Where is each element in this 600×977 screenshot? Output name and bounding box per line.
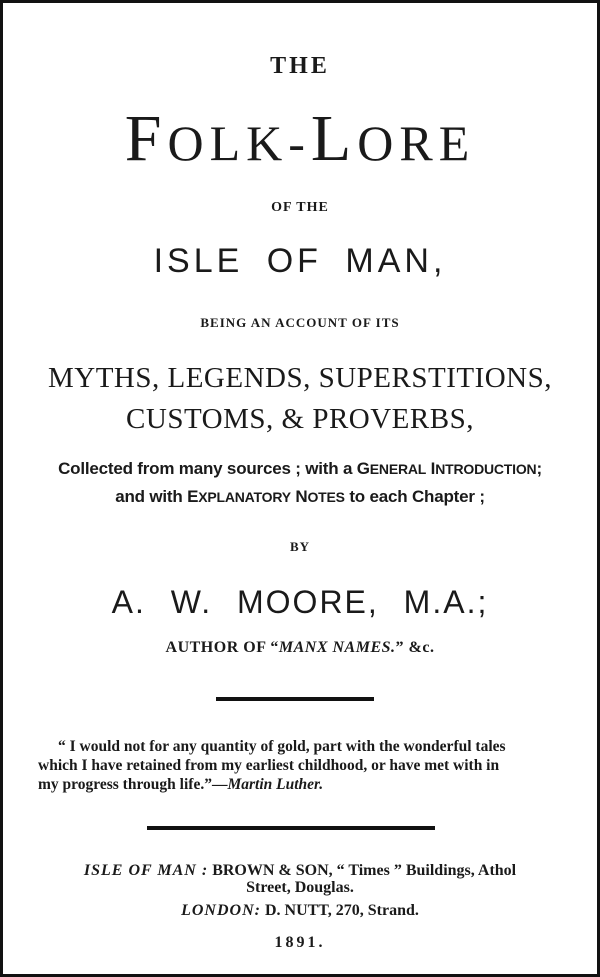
author-of	[0, 640, 600, 656]
collected-line-1	[0, 460, 600, 477]
title-isle-of-man: ISLE OF MAN,	[153, 242, 447, 280]
general-initial: G	[356, 459, 370, 478]
epigraph-line-3	[38, 777, 562, 793]
notes-initial: N	[295, 487, 308, 506]
title-the: THE	[270, 53, 330, 79]
byline-by: BY	[289, 539, 311, 554]
subtitle-being: BEING AN ACCOUNT OF ITS	[200, 315, 400, 330]
author-of-work: MANX NAMES.	[278, 639, 396, 656]
explanatory-rest: XPLANATORY	[198, 489, 291, 505]
imprint-street: Street, Douglas.	[246, 879, 354, 896]
imprint-line-2	[0, 903, 600, 919]
title-of-the: OF THE	[271, 200, 329, 215]
explanatory-initial: E	[187, 487, 199, 506]
collected-text-2: and with	[115, 487, 188, 506]
collected-end-1: ;	[536, 459, 542, 478]
author-of-suffix: ” &c.	[395, 639, 435, 656]
collected-end-2: to each Chapter ;	[344, 487, 485, 506]
epigraph-attribution: Martin Luther.	[227, 776, 324, 793]
collected-text-1: Collected from many sources ; with a	[58, 459, 357, 478]
imprint-place-1: ISLE OF MAN :	[83, 862, 209, 879]
epigraph-text-3: my progress through life.”—	[38, 776, 228, 793]
divider-rule-2	[147, 826, 435, 830]
title-lore-rest: ORE	[357, 115, 476, 171]
imprint-publisher-1: BROWN & SON, “ Times ” Buildings, Athol	[208, 862, 517, 879]
general-rest: ENERAL	[369, 461, 427, 477]
imprint-line-1	[0, 863, 600, 879]
notes-rest: OTES	[307, 489, 345, 505]
divider-rule-1	[216, 697, 374, 701]
epigraph-line-2: which I have retained from my earliest childhood, or have met with in	[38, 757, 500, 774]
intro-rest: NTRODUCTION	[435, 461, 537, 477]
author-of-prefix: AUTHOR OF “	[165, 639, 279, 656]
subtitle-line-2: CUSTOMS, & PROVERBS,	[126, 403, 474, 435]
title-folk-lore	[0, 102, 600, 175]
title-folk-rest: OLK	[167, 115, 289, 171]
imprint-publisher-2: D. NUTT, 270, Strand.	[260, 902, 419, 919]
publication-year: 1891.	[274, 934, 326, 951]
title-folk-initial: F	[124, 102, 168, 175]
epigraph-line-1: “ I would not for any quantity of gold, part with the wonderful tales	[58, 738, 506, 755]
imprint-place-2: LONDON:	[181, 902, 261, 919]
intro-initial: I	[430, 459, 436, 478]
author-name: A. W. MOORE, M.A.;	[111, 584, 489, 620]
title-dash: -	[288, 115, 311, 171]
collected-line-2	[0, 488, 600, 505]
title-lore-initial: L	[310, 102, 358, 175]
subtitle-line-1: MYTHS, LEGENDS, SUPERSTITIONS,	[47, 362, 552, 394]
